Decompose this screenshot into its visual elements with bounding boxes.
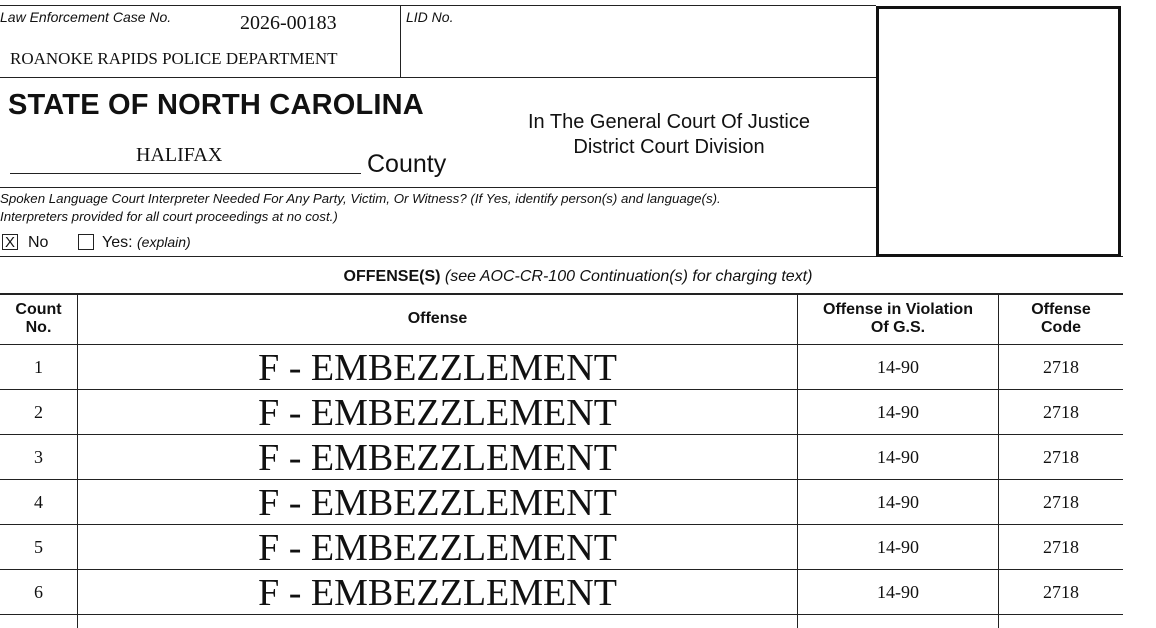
table-top-border bbox=[0, 293, 1123, 295]
code-header bbox=[999, 301, 1123, 337]
county-label: County bbox=[367, 150, 447, 178]
row-code: 2718 bbox=[1043, 447, 1079, 467]
county-underline bbox=[10, 173, 361, 174]
offense-table bbox=[0, 293, 1123, 628]
yes-label bbox=[102, 234, 191, 252]
row-code: 2718 bbox=[1043, 402, 1079, 422]
row-offense: F - EMBEZZLEMENT bbox=[258, 526, 617, 569]
table-row bbox=[0, 570, 1123, 615]
row-violation: 14-90 bbox=[877, 357, 919, 377]
table-row bbox=[0, 390, 1123, 435]
row-count: 4 bbox=[34, 492, 43, 512]
count-header-line1: Count bbox=[15, 301, 62, 318]
offenses-heading bbox=[0, 268, 1156, 286]
yes-label-text: Yes: bbox=[102, 234, 133, 251]
row-violation: 14-90 bbox=[877, 582, 919, 602]
code-header-line2: Code bbox=[1041, 319, 1081, 336]
row-violation: 14-90 bbox=[877, 447, 919, 467]
case-number-label: Law Enforcement Case No. bbox=[0, 9, 172, 25]
lid-label: LID No. bbox=[406, 9, 454, 25]
table-row bbox=[0, 480, 1123, 525]
count-header bbox=[0, 301, 77, 337]
row-offense: F - EMBEZZLEMENT bbox=[258, 436, 617, 479]
interpreter-question-1: Spoken Language Court Interpreter Needed For Any Party, Victim, Or Witness? (If Yes, identify person(s) and language(s). bbox=[0, 191, 721, 206]
checkmark-x-icon: X bbox=[4, 233, 15, 251]
violation-header bbox=[798, 301, 998, 337]
row-code: 2718 bbox=[1043, 357, 1079, 377]
photo-box bbox=[876, 6, 1121, 257]
count-header-line2: No. bbox=[25, 319, 52, 336]
row-count: 2 bbox=[34, 402, 43, 422]
row-offense: F - EMBEZZLEMENT bbox=[258, 571, 617, 614]
row-count: 3 bbox=[34, 447, 43, 467]
department-name: ROANOKE RAPIDS POLICE DEPARTMENT bbox=[10, 49, 338, 68]
no-label: No bbox=[28, 234, 49, 251]
county-value: HALIFAX bbox=[136, 144, 223, 166]
offenses-heading-title: OFFENSE(S) bbox=[343, 268, 441, 285]
row-count: 6 bbox=[34, 582, 43, 602]
row-count: 5 bbox=[34, 537, 43, 557]
yes-checkbox[interactable] bbox=[78, 234, 94, 250]
lid-divider bbox=[400, 5, 401, 77]
yes-explain-note: (explain) bbox=[137, 234, 191, 250]
row-code: 2718 bbox=[1043, 492, 1079, 512]
row-violation: 14-90 bbox=[877, 537, 919, 557]
table-row bbox=[0, 435, 1123, 480]
interpreter-question-2: Interpreters provided for all court proceedings at no cost.) bbox=[0, 209, 338, 224]
case-number-value: 2026-00183 bbox=[240, 12, 337, 34]
table-row bbox=[0, 525, 1123, 570]
no-checkbox[interactable] bbox=[2, 234, 18, 250]
row-count: 1 bbox=[34, 357, 43, 377]
violation-header-line1: Offense in Violation bbox=[823, 301, 973, 318]
title-divider bbox=[0, 187, 876, 188]
row-offense: F - EMBEZZLEMENT bbox=[258, 391, 617, 434]
top-border bbox=[0, 5, 876, 6]
violation-header-line2: Of G.S. bbox=[870, 319, 926, 336]
table-row bbox=[0, 345, 1123, 390]
code-header-line1: Offense bbox=[1031, 301, 1091, 318]
offense-header: Offense bbox=[407, 310, 468, 327]
row-violation: 14-90 bbox=[877, 402, 919, 422]
row-border bbox=[0, 614, 1123, 615]
state-title: STATE OF NORTH CAROLINA bbox=[8, 89, 424, 121]
court-line-2: District Court Division bbox=[573, 136, 765, 158]
row-code: 2718 bbox=[1043, 537, 1079, 557]
row-offense: F - EMBEZZLEMENT bbox=[258, 481, 617, 524]
header-divider bbox=[0, 77, 876, 78]
row-violation: 14-90 bbox=[877, 492, 919, 512]
offenses-heading-note: (see AOC-CR-100 Continuation(s) for charging text) bbox=[444, 268, 813, 285]
court-line-1: In The General Court Of Justice bbox=[528, 111, 810, 133]
row-code: 2718 bbox=[1043, 582, 1079, 602]
row-offense: F - EMBEZZLEMENT bbox=[258, 346, 617, 389]
